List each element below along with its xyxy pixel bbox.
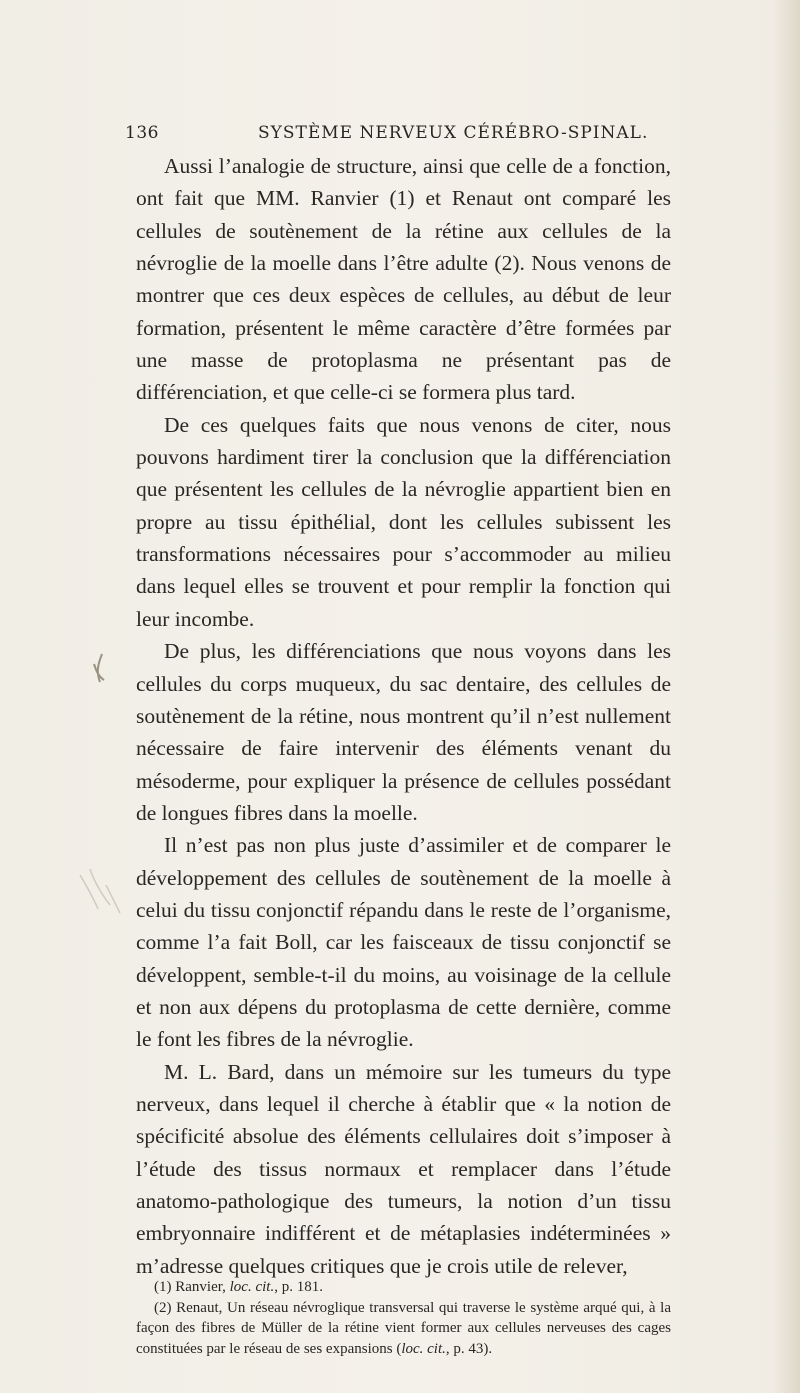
- chapter-title: SYSTÈME NERVEUX CÉRÉBRO-SPINAL.: [258, 123, 649, 143]
- footnote-2: [136, 1298, 671, 1360]
- footnote-2-page: , p. 43).: [445, 1340, 493, 1357]
- footnote-1-page: , p. 181.: [274, 1279, 323, 1295]
- page-edge-shadow: [772, 0, 800, 1393]
- running-header: [125, 123, 675, 149]
- paragraph-3: De plus, les différenciations que nous voyons dans les cellules du corps muqueux, du sac dentaire, des cellules de soutènement de la rétine, nous montrent qu’il n’est nullement nécessaire de faire intervenir des éléments venant du mésoderme, pour expliquer la présence de cellules possédant de longues fibres dans la moelle.: [136, 639, 671, 825]
- footnote-1-citation: loc. cit.: [229, 1279, 275, 1295]
- paragraph-4: Il n’est pas non plus juste d’assimiler et de comparer le développement des cellules de soutènement de la moelle à celui du tissu conjonctif répandu dans le reste de l’organisme, comme l’a fait Boll, car les faisceaux de tissu conjonctif se développent, semble-t-il du moins, au voisinage de la cellule et non aux dépens du protoplasma de cette dernière, comme le font les fibres de la névroglie.: [136, 833, 671, 1052]
- footnote-2-citation: loc. cit.: [401, 1340, 446, 1357]
- footnotes: [136, 1277, 671, 1359]
- paragraph-1: Aussi l’analogie de structure, ainsi que celle de a fonction, ont fait que MM. Ranvier (1) et Renaut ont comparé les cellules de soutènement de la rétine aux cellules de la névroglie de la moelle dans l’être adulte (2). Nous venons de montrer que ces deux espèces de cellules, au début de leur formation, présentent le même caractère d’être formées par une masse de protoplasma ne présentant pas de différenciation, et que celle-ci se formera plus tard.: [136, 154, 671, 405]
- footnote-2-text: (2) Renaut, Un réseau névroglique transversal qui traverse le système arqué qui, à la façon des fibres de Müller de la rétine vient former aux cellules nerveuses des cages constituées par le réseau de ses expansions (: [136, 1299, 671, 1357]
- margin-bleed-through: [76, 865, 126, 925]
- main-text: [136, 150, 671, 1282]
- footnote-1-text: (1) Ranvier,: [154, 1279, 230, 1295]
- footnote-1: [136, 1277, 671, 1298]
- paragraph-2: De ces quelques faits que nous venons de citer, nous pouvons hardiment tirer la conclusion que la différenciation que présentent les cellules de la névroglie appartient bien en propre au tissu épithélial, dont les cellules subissent les transformations nécessaires pour s’accommoder au milieu dans lequel elles se trouvent et pour remplir la fonction qui leur incombe.: [136, 412, 671, 631]
- margin-pencil-mark: [84, 650, 124, 690]
- paragraph-5: M. L. Bard, dans un mémoire sur les tumeurs du type nerveux, dans lequel il cherche à établir que « la notion de spécificité absolue des éléments cellulaires doit s’imposer à l’étude des tissus normaux et remplacer dans l’étude anatomo-pathologique des tumeurs, la notion d’un tissu embryonnaire indifférent et de métaplasies indéterminées » m’adresse quelques critiques que je crois utile de relever,: [136, 1059, 671, 1278]
- page-number: 136: [125, 123, 159, 143]
